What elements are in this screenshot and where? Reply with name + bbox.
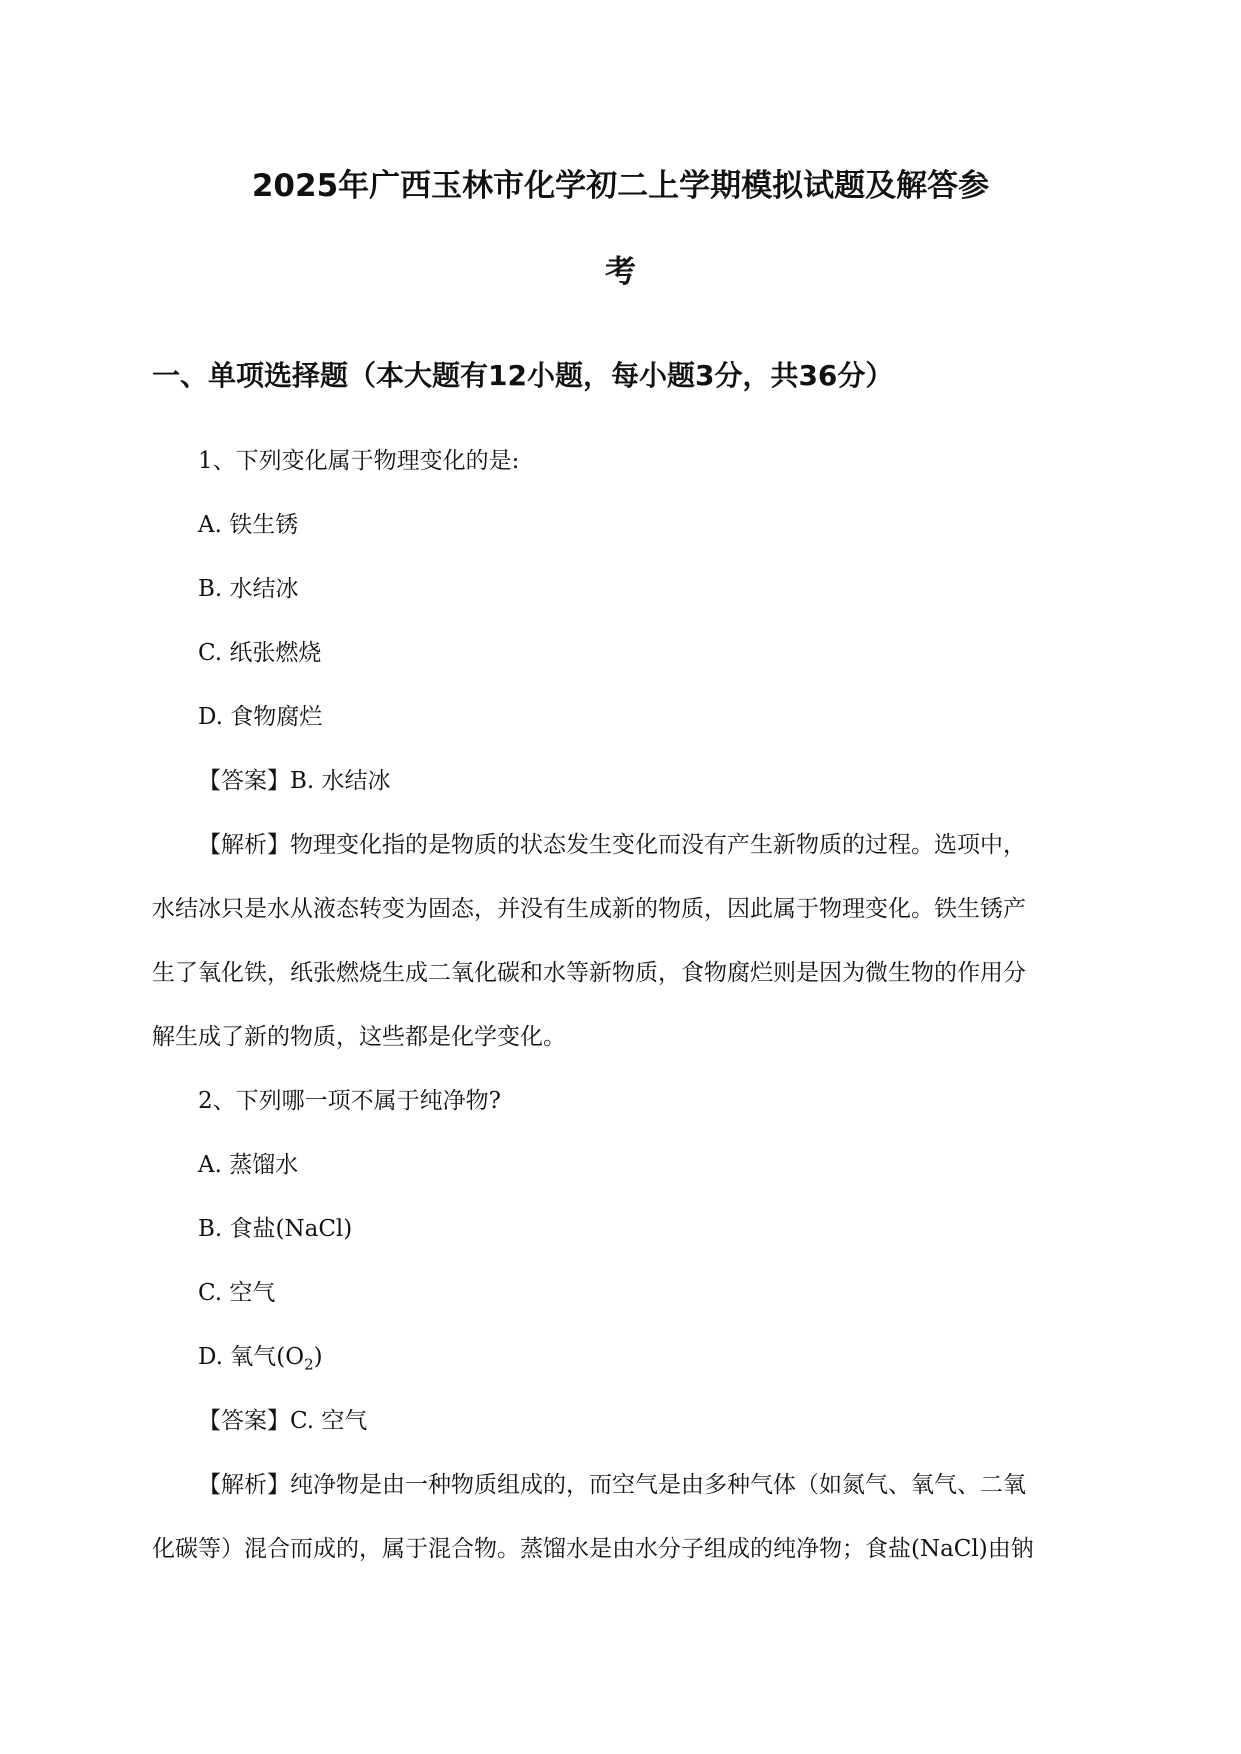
question-1-explanation-line-1 bbox=[198, 826, 1026, 859]
question-1-explanation-line-3: 生了氧化铁，纸张燃烧生成二氧化碳和水等新物质，食物腐烂则是因为微生物的作用分 bbox=[152, 960, 1026, 986]
answer-tag: 【答案】 bbox=[198, 1408, 290, 1434]
option-d-prefix: D. 氧气(O bbox=[198, 1344, 305, 1370]
question-1-explanation-line-2: 水结冰只是水从液态转变为固态，并没有生成新的物质，因此属于物理变化。铁生锈产 bbox=[152, 896, 1026, 922]
oxygen-subscript: 2 bbox=[304, 1355, 314, 1374]
question-1-option-d: D. 食物腐烂 bbox=[198, 704, 323, 730]
explanation-tag: 【解析】 bbox=[198, 832, 290, 858]
question-1-option-a: A. 铁生锈 bbox=[198, 512, 299, 538]
question-2-option-c: C. 空气 bbox=[198, 1280, 276, 1306]
question-1-answer bbox=[198, 762, 391, 795]
question-2-answer bbox=[198, 1402, 367, 1435]
answer-text: B. 水结冰 bbox=[290, 768, 391, 794]
question-1-explanation-line-4: 解生成了新的物质，这些都是化学变化。 bbox=[152, 1024, 566, 1050]
question-1-stem: 1、下列变化属于物理变化的是: bbox=[198, 448, 520, 474]
question-1-option-c: C. 纸张燃烧 bbox=[198, 640, 322, 666]
document-title-line-2: 考 bbox=[605, 254, 636, 290]
question-2-explanation-line-2: 化碳等）混合而成的，属于混合物。蒸馏水是由水分子组成的纯净物；食盐(NaCl)由钠 bbox=[152, 1536, 1034, 1562]
question-2-option-b: B. 食盐(NaCl) bbox=[198, 1216, 353, 1242]
answer-text: C. 空气 bbox=[290, 1408, 368, 1434]
question-2-option-a: A. 蒸馏水 bbox=[198, 1152, 299, 1178]
question-2-stem: 2、下列哪一项不属于纯净物? bbox=[198, 1088, 501, 1114]
answer-tag: 【答案】 bbox=[198, 768, 290, 794]
explanation-text: 物理变化指的是物质的状态发生变化而没有产生新物质的过程。选项中， bbox=[290, 832, 1026, 858]
question-1-option-b: B. 水结冰 bbox=[198, 576, 299, 602]
question-2-option-d bbox=[198, 1338, 323, 1374]
explanation-text: 纯净物是由一种物质组成的，而空气是由多种气体（如氮气、氧气、二氧 bbox=[290, 1472, 1026, 1498]
question-2-explanation-line-1 bbox=[198, 1466, 1026, 1499]
explanation-tag: 【解析】 bbox=[198, 1472, 290, 1498]
option-d-suffix: ) bbox=[313, 1344, 323, 1370]
document-title-line-1: 2025年广西玉林市化学初二上学期模拟试题及解答参 bbox=[251, 168, 990, 204]
section-heading: 一、单项选择题（本大题有12小题，每小题3分，共36分） bbox=[152, 359, 894, 392]
